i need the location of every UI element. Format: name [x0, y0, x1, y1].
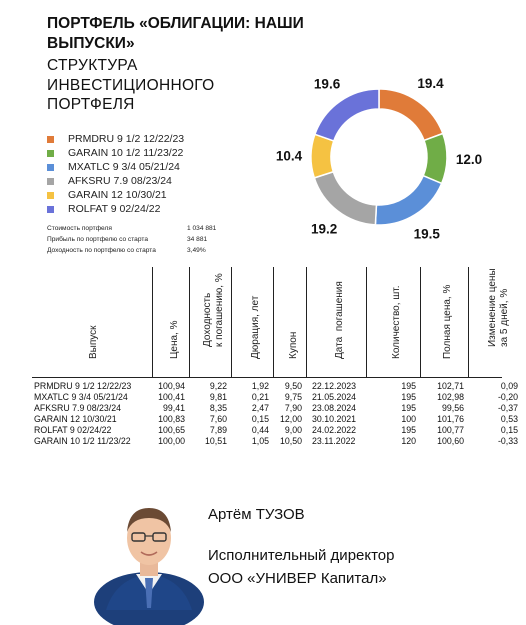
stat-value: 34 881 — [187, 236, 208, 243]
legend-swatch — [47, 192, 54, 199]
chart-subtitle: СТРУКТУРА ИНВЕСТИЦИОННОГО ПОРТФЕЛЯ — [47, 57, 215, 113]
table-header-row — [32, 263, 510, 378]
page-title: ПОРТФЕЛЬ «ОБЛИГАЦИИ: НАШИ ВЫПУСКИ» — [47, 15, 304, 52]
column-divider — [420, 267, 421, 377]
person-company: ООО «УНИВЕР Капитал» — [208, 570, 387, 587]
table-cell: 7,89 — [209, 425, 227, 435]
table-cell: 21.05.2024 — [312, 392, 357, 402]
table-cell: 100 — [401, 414, 416, 424]
table-cell: 2,47 — [251, 403, 269, 413]
legend-swatch — [47, 164, 54, 171]
table-row — [32, 392, 518, 403]
table-cell: 7,90 — [284, 403, 302, 413]
legend-item — [47, 174, 184, 188]
table-cell: 100,60 — [437, 436, 464, 446]
table-cell: 100,65 — [158, 425, 185, 435]
legend-swatch — [47, 150, 54, 157]
column-header — [156, 263, 193, 377]
column-header — [193, 263, 235, 377]
column-header — [472, 263, 526, 377]
table-cell: PRMDRU 9 1/2 12/22/23 — [34, 381, 132, 391]
table-cell: 195 — [401, 392, 416, 402]
donut-slice — [315, 89, 379, 141]
legend-label: MXATLC 9 3/4 05/21/24 — [68, 161, 180, 173]
column-divider — [273, 267, 274, 377]
table-cell: 9,22 — [209, 381, 227, 391]
stat-row — [47, 245, 216, 256]
slice-value-label: 19.4 — [417, 76, 444, 92]
donut-slice — [375, 176, 441, 225]
legend-item — [47, 132, 184, 146]
slice-value-label: 19.2 — [310, 221, 338, 237]
donut-slice — [311, 134, 334, 178]
legend-label: GARAIN 10 1/2 11/23/22 — [68, 147, 184, 159]
column-header-label: Купон — [287, 331, 299, 359]
column-header — [310, 263, 370, 377]
table-cell: 23.08.2024 — [312, 403, 357, 413]
column-header-label: Доходность к погашению, % — [202, 273, 225, 347]
table-cell: GARAIN 10 1/2 11/23/22 — [34, 436, 131, 446]
legend-swatch — [47, 136, 54, 143]
table-cell: -0,33 — [497, 436, 518, 446]
table-cell: 195 — [401, 381, 416, 391]
column-header — [424, 263, 472, 377]
table-cell: -0,20 — [497, 392, 518, 402]
column-header — [235, 263, 277, 377]
table-row — [32, 414, 518, 425]
table-cell: 12,00 — [279, 414, 302, 424]
table-cell: 8,35 — [209, 403, 227, 413]
table-cell: 10,51 — [204, 436, 227, 446]
table-cell: 9,00 — [284, 425, 302, 435]
table-cell: 102,71 — [437, 381, 464, 391]
column-divider — [468, 267, 469, 377]
table-cell: 22.12.2023 — [312, 381, 357, 391]
column-header — [32, 263, 156, 377]
stat-value: 1 034 881 — [187, 225, 217, 232]
column-header-label: Полная цена, % — [442, 284, 453, 359]
table-cell: 0,53 — [500, 414, 518, 424]
table-cell: 10,50 — [279, 436, 302, 446]
table-cell: 9,50 — [284, 381, 302, 391]
slice-value-label: 10.4 — [275, 148, 303, 164]
stat-label: Прибыль по портфелю со старта — [47, 236, 148, 243]
column-header-label: Дюрация, лет — [250, 295, 261, 359]
table-row — [32, 436, 518, 447]
table-cell: 30.10.2021 — [312, 414, 357, 424]
donut-slice — [314, 172, 376, 225]
legend-item — [47, 160, 184, 174]
table-cell: 0,21 — [251, 392, 269, 402]
column-divider — [189, 267, 190, 377]
table-cell: 0,15 — [251, 414, 269, 424]
table-cell: 1,05 — [251, 436, 269, 446]
column-header-label: Цена, % — [168, 320, 180, 359]
slice-value-label: 19.5 — [413, 226, 440, 242]
legend-label: PRMDRU 9 1/2 12/22/23 — [68, 133, 185, 145]
person-role: Исполнительный директор — [208, 547, 395, 564]
portfolio-stats — [47, 223, 216, 256]
stat-label: Доходность по портфелю со старта — [47, 247, 156, 254]
table-cell: 0,44 — [251, 425, 269, 435]
table-cell: 99,41 — [162, 403, 185, 413]
table-cell: 100,41 — [158, 392, 185, 402]
legend-label: ROLFAT 9 02/24/22 — [68, 203, 161, 215]
table-cell: -0,37 — [497, 403, 518, 413]
table-cell: 100,94 — [158, 381, 185, 391]
legend-swatch — [47, 178, 54, 185]
table-cell: 195 — [401, 425, 416, 435]
table-cell: 99,56 — [441, 403, 464, 413]
table-cell: 102,98 — [437, 392, 464, 402]
column-header — [370, 263, 424, 377]
person-name: Артём ТУЗОВ — [208, 506, 305, 523]
column-header-label: Изменение цены за 5 дней, % — [487, 268, 510, 347]
table-cell: 120 — [401, 436, 416, 446]
table-cell: 9,81 — [209, 392, 227, 402]
column-divider — [306, 267, 307, 377]
legend-label: AFKSRU 7.9 08/23/24 — [68, 175, 172, 187]
table-row — [32, 403, 518, 414]
table-cell: 0,09 — [500, 381, 518, 391]
table-cell: 0,15 — [500, 425, 518, 435]
stat-label: Стоимость портфеля — [47, 225, 112, 232]
column-header-label: Количество, шт. — [391, 285, 402, 359]
slice-value-label: 12.0 — [455, 152, 483, 168]
legend-item — [47, 202, 184, 216]
column-divider — [152, 267, 153, 377]
chart-legend — [47, 132, 184, 216]
table-cell: 24.02.2022 — [312, 425, 357, 435]
legend-item — [47, 146, 184, 160]
donut-slice — [379, 89, 443, 140]
stat-row — [47, 223, 216, 234]
table-cell: 195 — [401, 403, 416, 413]
table-cell: 100,83 — [158, 414, 185, 424]
person-photo — [96, 490, 202, 610]
portfolio-donut-chart — [275, 70, 483, 245]
stat-value: 3,49% — [187, 247, 206, 254]
table-cell: 7,60 — [209, 414, 227, 424]
table-cell: 101,76 — [437, 414, 464, 424]
table-row — [32, 381, 518, 392]
donut-slice — [423, 133, 447, 183]
legend-label: GARAIN 12 10/30/21 — [68, 189, 167, 201]
table-body — [32, 378, 518, 447]
table-cell: GARAIN 12 10/30/21 — [34, 414, 117, 424]
table-cell: 9,75 — [284, 392, 302, 402]
bonds-table — [32, 263, 518, 447]
column-divider — [366, 267, 367, 377]
table-cell: MXATLC 9 3/4 05/21/24 — [34, 392, 128, 402]
column-header-label: Дата погашения — [334, 281, 345, 359]
table-cell: 23.11.2022 — [312, 436, 356, 446]
table-cell: AFKSRU 7.9 08/23/24 — [34, 403, 122, 413]
stat-row — [47, 234, 216, 245]
table-cell: ROLFAT 9 02/24/22 — [34, 425, 112, 435]
legend-swatch — [47, 206, 54, 213]
slice-value-label: 19.6 — [313, 76, 341, 92]
table-cell: 100,77 — [437, 425, 464, 435]
column-header-label: Выпуск — [88, 325, 99, 359]
column-divider — [231, 267, 232, 377]
legend-item — [47, 188, 184, 202]
table-row — [32, 425, 518, 436]
table-cell: 100,00 — [158, 436, 185, 446]
table-cell: 1,92 — [251, 381, 269, 391]
